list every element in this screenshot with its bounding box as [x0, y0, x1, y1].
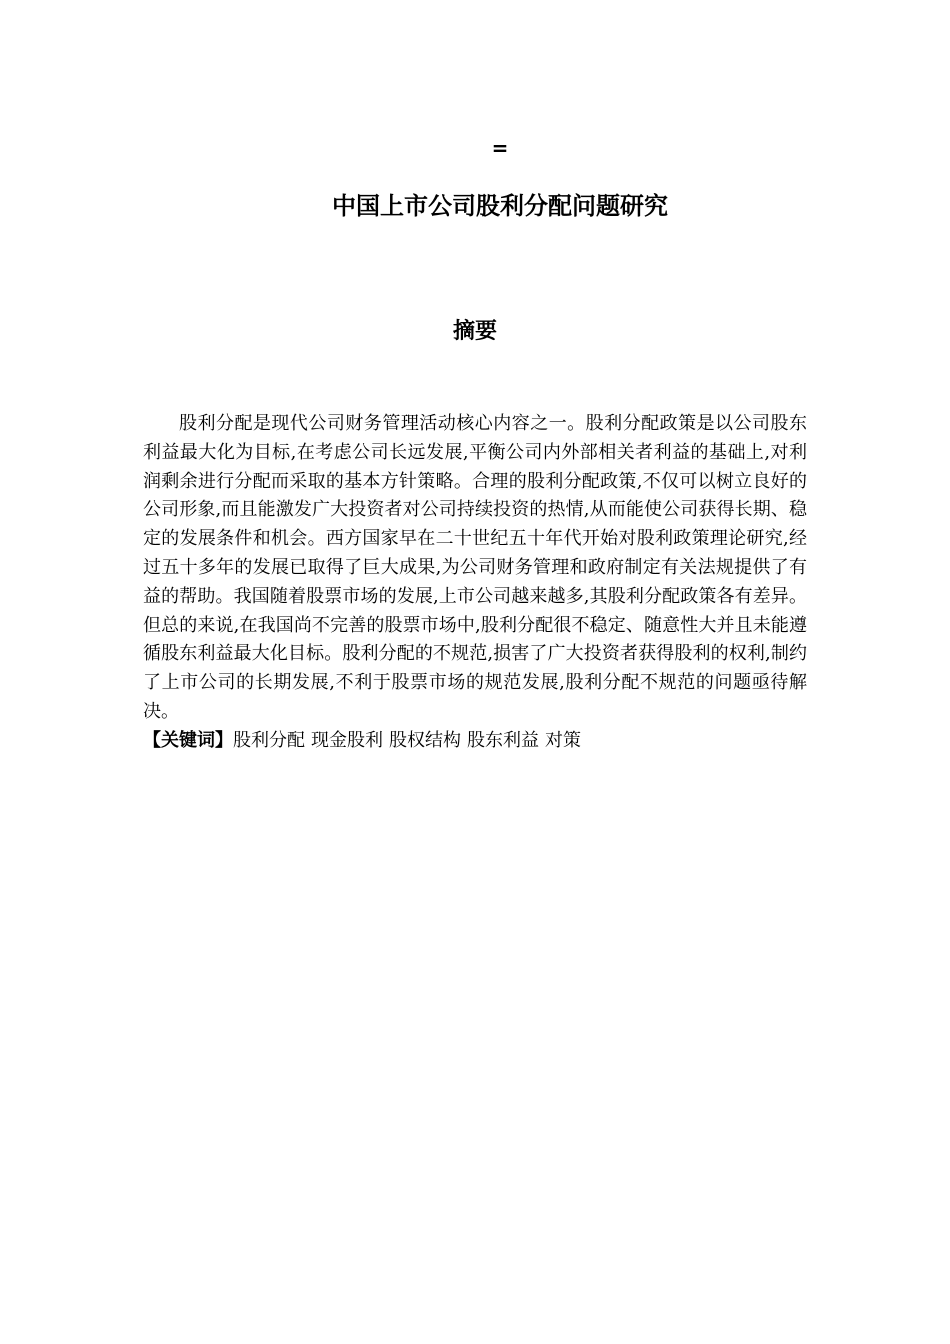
abstract-body [143, 410, 807, 756]
keyword-1: 股利分配 [233, 729, 305, 751]
keywords-label: 【关键词】 [143, 729, 233, 751]
keyword-2: 现金股利 [311, 729, 383, 751]
keyword-5: 对策 [545, 729, 581, 751]
keyword-4: 股东利益 [467, 729, 539, 751]
keyword-3: 股权结构 [389, 729, 461, 751]
abstract-heading: 摘要 [452, 319, 497, 344]
keywords-line [143, 727, 807, 756]
abstract-paragraph: 股利分配是现代公司财务管理活动核心内容之一。股利分配政策是以公司股东利益最大化为目标,在考虑公司长远发展,平衡公司内外部相关者利益的基础上,对利润剩余进行分配而采取的基本方针策略。合理的股利分配政策,不仅可以树立良好的公司形象,而且能激发广大投资者对公司持续投资的热情,从而能使公司获得长期、稳定的发展条件和机会。西方国家早在二十世纪五十年代开始对股利政策理论研究,经过五十多年的发展已取得了巨大成果,为公司财务管理和政府制定有关法规提供了有益的帮助。我国随着股票市场的发展,上市公司越来越多,其股利分配政策各有差异。但总的来说,在我国尚不完善的股票市场中,股利分配很不稳定、随意性大并且未能遵循股东利益最大化目标。股利分配的不规范,损害了广大投资者获得股利的权利,制约了上市公司的长期发展,不利于股票市场的规范发展,股利分配不规范的问题亟待解决。 [143, 413, 807, 722]
header-marker: = [491, 136, 509, 160]
page-title: 中国上市公司股利分配问题研究 [332, 192, 668, 220]
